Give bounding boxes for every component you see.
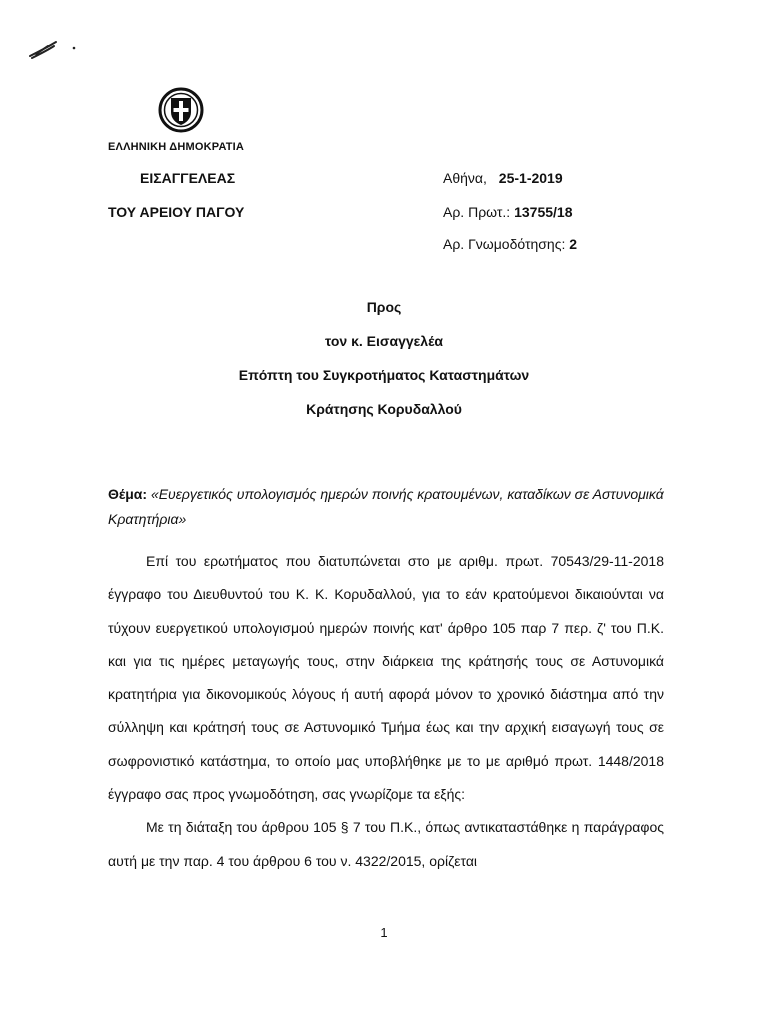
page-number: 1 [380, 925, 388, 940]
office-title-line1: ΕΙΣΑΓΓΕΛΕΑΣ [140, 170, 236, 186]
opinion-number: 2 [569, 236, 578, 252]
subject-block [108, 482, 664, 532]
republic-label: ΕΛΛΗΝΙΚΗ ΔΗΜΟΚΡΑΤΙΑ [108, 141, 245, 153]
body-text [108, 545, 664, 878]
subject-text: «Ευεργετικός υπολογισμός ημερών ποινής κρατουμένων, καταδίκων σε Αστυνομικά Κρατητήρια» [108, 486, 664, 527]
place-label: Αθήνα, [443, 170, 487, 186]
recipient-line1: Προς [366, 299, 402, 315]
office-title-line2: ΤΟΥ ΑΡΕΙΟΥ ΠΑΓΟΥ [108, 204, 245, 220]
body-paragraph-1: Επί του ερωτήματος που διατυπώνεται στο με αριθμ. πρωτ. 70543/29-11-2018 έγγραφο του Διευθυντού του Κ. Κ. Κορυδαλλού, για το εάν κρατούμενοι δικαιούνται να τύχουν ευεργετικού υπολογισμού ημερών ποινής κατ' άρθρο 105 παρ 7 περ. ζ' του Π.Κ. και για τις ημέρες μεταγωγής τους, στην διάρκεια της κράτησής τους σε Αστυνομικά κρατητήρια για δικονομικούς λόγους ή αυτή αφορά μόνον το χρονικό διάστημα από την σύλληψη και κράτησή τους σε Αστυνομικό Τμήμα έως και την αρχική εισαγωγή τους σε σωφρονιστικό κατάστημα, το οποίο μας υποβλήθηκε με το με αριθμό πρωτ. 1448/2018 έγγραφο σας προς γνωμοδότηση, σας γνωρίζομε τα εξής: [108, 553, 664, 803]
date-line [443, 170, 563, 186]
protocol-line [443, 204, 573, 220]
protocol-label: Αρ. Πρωτ.: [443, 204, 511, 220]
recipient-line4: Κράτησης Κορυδαλλού [306, 401, 462, 417]
recipient-line3: Επόπτη του Συγκροτήματος Καταστημάτων [238, 367, 530, 383]
greek-emblem-icon [157, 86, 205, 134]
body-paragraph-2: Με τη διάταξη του άρθρου 105 § 7 του Π.Κ., όπως αντικαταστάθηκε η παράγραφος αυτή με την παρ. 4 του άρθρου 6 του ν. 4322/2015, ορίζεται [108, 819, 664, 869]
subject-label: Θέμα: [108, 486, 148, 502]
date-value: 25-1-2019 [498, 170, 563, 186]
handwritten-mark [26, 34, 86, 64]
opinion-line [443, 236, 577, 252]
recipient-line2: τον κ. Εισαγγελέα [324, 333, 443, 349]
opinion-label: Αρ. Γνωμοδότησης: [443, 236, 566, 252]
protocol-number: 13755/18 [514, 204, 573, 220]
